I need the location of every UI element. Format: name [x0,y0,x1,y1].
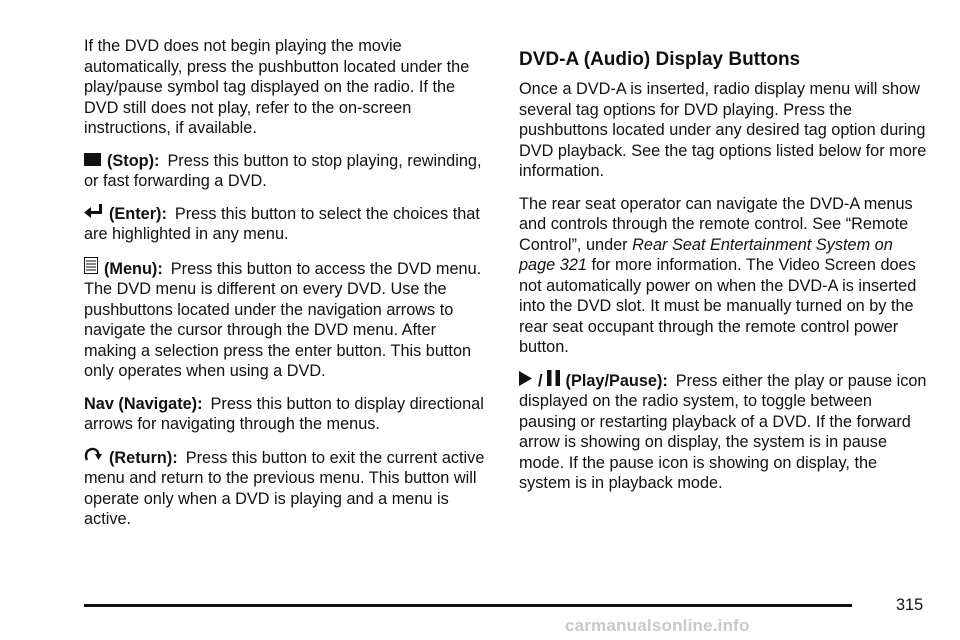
menu-icon [84,257,98,274]
footer-rule [84,604,852,607]
cross-reference-link[interactable]: Rear Seat Entertainment System on page 321 [519,235,893,274]
enter-paragraph [84,204,490,245]
return-icon [84,447,103,463]
enter-text: Press this button to select the choices that are highlighted in any menu. [84,204,480,243]
section-heading: DVD-A (Audio) Display Buttons [519,49,801,70]
play-pause-text: Press either the play or pause icon displayed on the radio system, to toggle between pausing or restarting playback of a DVD. If the forward arrow is showing on display, the system is in pause mode. If the pause icon is showing on display, the system is in playback mode. [519,371,927,492]
menu-label: (Menu): [104,259,163,278]
nav-label: Nav (Navigate): [84,394,203,413]
remote-text-after: for more information. The Video Screen does not automatically power on when the DVD-A is inserted into the DVD slot. It must be manually turned on by the rear seat occupant through the remote control power button. [519,256,917,356]
intro-paragraph: If the DVD does not begin playing the movie automatically, press the pushbutton located under the play/pause symbol tag displayed on the radio. If the DVD still does not play, refer to the on-screen instructions, if available. [84,37,470,137]
menu-text: Press this button to access the DVD menu. The DVD menu is different on every DVD. Use the pushbuttons located under the navigation arrows to navigate the cursor through the DVD menu. After making a selection press the enter button. This button only operates when using a DVD. [84,259,482,380]
left-column [84,36,490,542]
play-icon [519,371,532,386]
play-pause-label: (Play/Pause): [565,371,668,390]
dvd-a-intro-paragraph: Once a DVD-A is inserted, radio display menu will show several tag options for DVD playing. Press the pushbuttons located under any desired tag option during DVD playback. See the tag options listed below for more information. [519,80,927,180]
right-column [519,36,929,506]
page-number: 315 [896,596,924,614]
watermark-logo: carmanualsonline.info [565,616,750,635]
enter-icon [84,204,103,219]
nav-paragraph [84,394,490,435]
pause-icon [547,370,560,386]
nav-text: Press this button to display directional arrows for navigating through the menus. [84,394,484,433]
remote-control-paragraph [519,194,929,358]
stop-text: Press this button to stop playing, rewinding, or fast forwarding a DVD. [84,151,482,190]
play-pause-separator: / [538,371,543,390]
remote-text-before: The rear seat operator can navigate the DVD-A menus and controls through the remote control. See “Remote Control”, under [519,194,913,254]
menu-paragraph [84,257,490,382]
return-text: Press this button to exit the current active menu and return to the previous menu. This button will operate only when a DVD is playing and a menu is active. [84,448,485,528]
enter-label: (Enter): [109,204,167,223]
play-pause-paragraph [519,370,929,494]
stop-label: (Stop): [107,151,160,170]
stop-paragraph [84,151,490,192]
stop-icon [84,153,101,166]
return-paragraph [84,447,490,530]
return-label: (Return): [109,448,178,467]
